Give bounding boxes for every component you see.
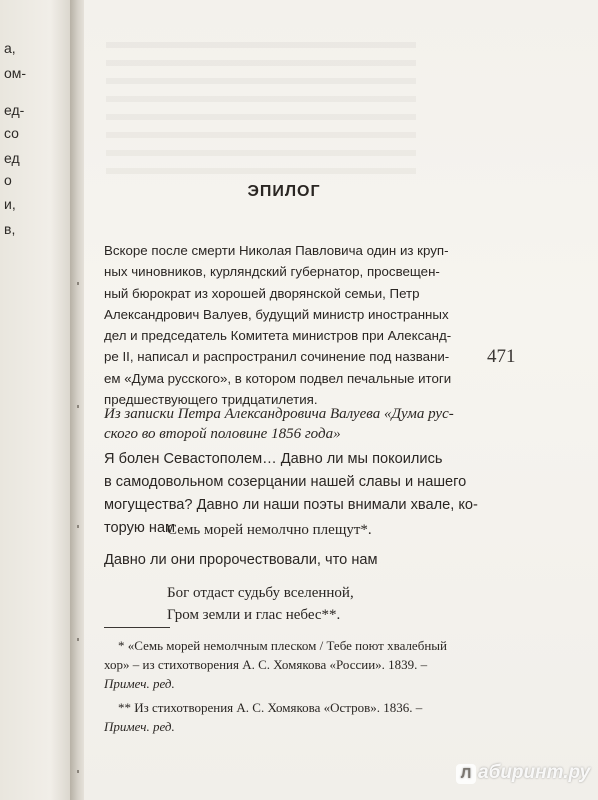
left-page-text: ед	[4, 150, 20, 166]
intro-line: ных чиновников, курляндский губернатор, просвещен-	[104, 264, 440, 280]
left-page	[0, 0, 72, 800]
show-through-text	[106, 30, 416, 180]
right-page	[84, 0, 598, 800]
page-number: 471	[487, 346, 516, 367]
footnote-divider	[104, 627, 170, 628]
footnote-line: ** Из стихотворения А. С. Хомякова «Остров». 1836. –	[118, 700, 423, 715]
footnotes	[104, 636, 489, 741]
intro-line: ем «Дума русского», в котором подвел печальные итоги	[104, 370, 452, 386]
left-page-text: со	[4, 125, 19, 141]
body-line: могущества? Давно ли наши поэты внимали хвале, ко-	[104, 497, 478, 513]
labirint-watermark	[456, 762, 590, 784]
watermark-text: абиринт.ру	[478, 762, 591, 783]
intro-line: дел и председатель Комитета министров при Александ-	[104, 328, 452, 344]
labirint-logo-icon: Л	[456, 764, 476, 784]
left-page-text: ед-	[4, 102, 25, 118]
intro-line: предшествующего тридцатилетия.	[104, 392, 318, 408]
left-page-text: о	[4, 172, 12, 188]
verse-line: Бог отдаст судьбу вселенной,	[167, 585, 354, 601]
epigraph-line: Из записки Петра Александровича Валуева «Дума рус-	[104, 406, 454, 422]
intro-line: Вскоре после смерти Николая Павловича один из круп-	[104, 243, 449, 258]
footnote-2	[104, 698, 489, 736]
stitch-mark	[77, 638, 79, 641]
body-paragraph-2: Давно ли они пророчествовали, что нам	[104, 552, 378, 568]
body-line: торую нам	[104, 520, 176, 536]
left-page-text: и,	[4, 196, 16, 212]
left-page-text: а,	[4, 40, 16, 56]
footnote-editor-note: Примеч. ред.	[104, 676, 175, 691]
intro-line: ный бюрократ из хорошей дворянской семьи, Петр	[104, 285, 420, 301]
verse-quote-1: Семь морей немолчно плещут*.	[167, 522, 372, 538]
stitch-mark	[77, 525, 79, 528]
chapter-title: ЭПИЛОГ	[247, 183, 321, 200]
left-page-text: в,	[4, 221, 16, 237]
stitch-mark	[77, 405, 79, 408]
footnote-1	[104, 636, 489, 693]
left-page-text: ом-	[4, 65, 27, 81]
body-line: в самодовольном созерцании нашей славы и нашего	[104, 474, 467, 490]
verse-quote-2	[167, 582, 354, 626]
epigraph	[104, 404, 484, 444]
body-line: Я болен Севастополем… Давно ли мы покоились	[104, 451, 443, 467]
intro-line: ре II, написал и распространил сочинение под названи-	[104, 349, 450, 365]
footnote-line: * «Семь морей немолчным плеском / Тебе поют хвалебный	[118, 638, 447, 653]
verse-line: Гром земли и глас небес**.	[167, 607, 341, 623]
footnote-line: хор» – из стихотворения А. С. Хомякова «России». 1839. –	[104, 657, 428, 672]
footnote-editor-note: Примеч. ред.	[104, 719, 175, 734]
stitch-mark	[77, 282, 79, 285]
intro-paragraph	[104, 240, 479, 410]
epigraph-line: ского во второй половине 1856 года»	[104, 426, 341, 442]
intro-line: Александрович Валуев, будущий министр иностранных	[104, 306, 449, 322]
stitch-mark	[77, 770, 79, 773]
